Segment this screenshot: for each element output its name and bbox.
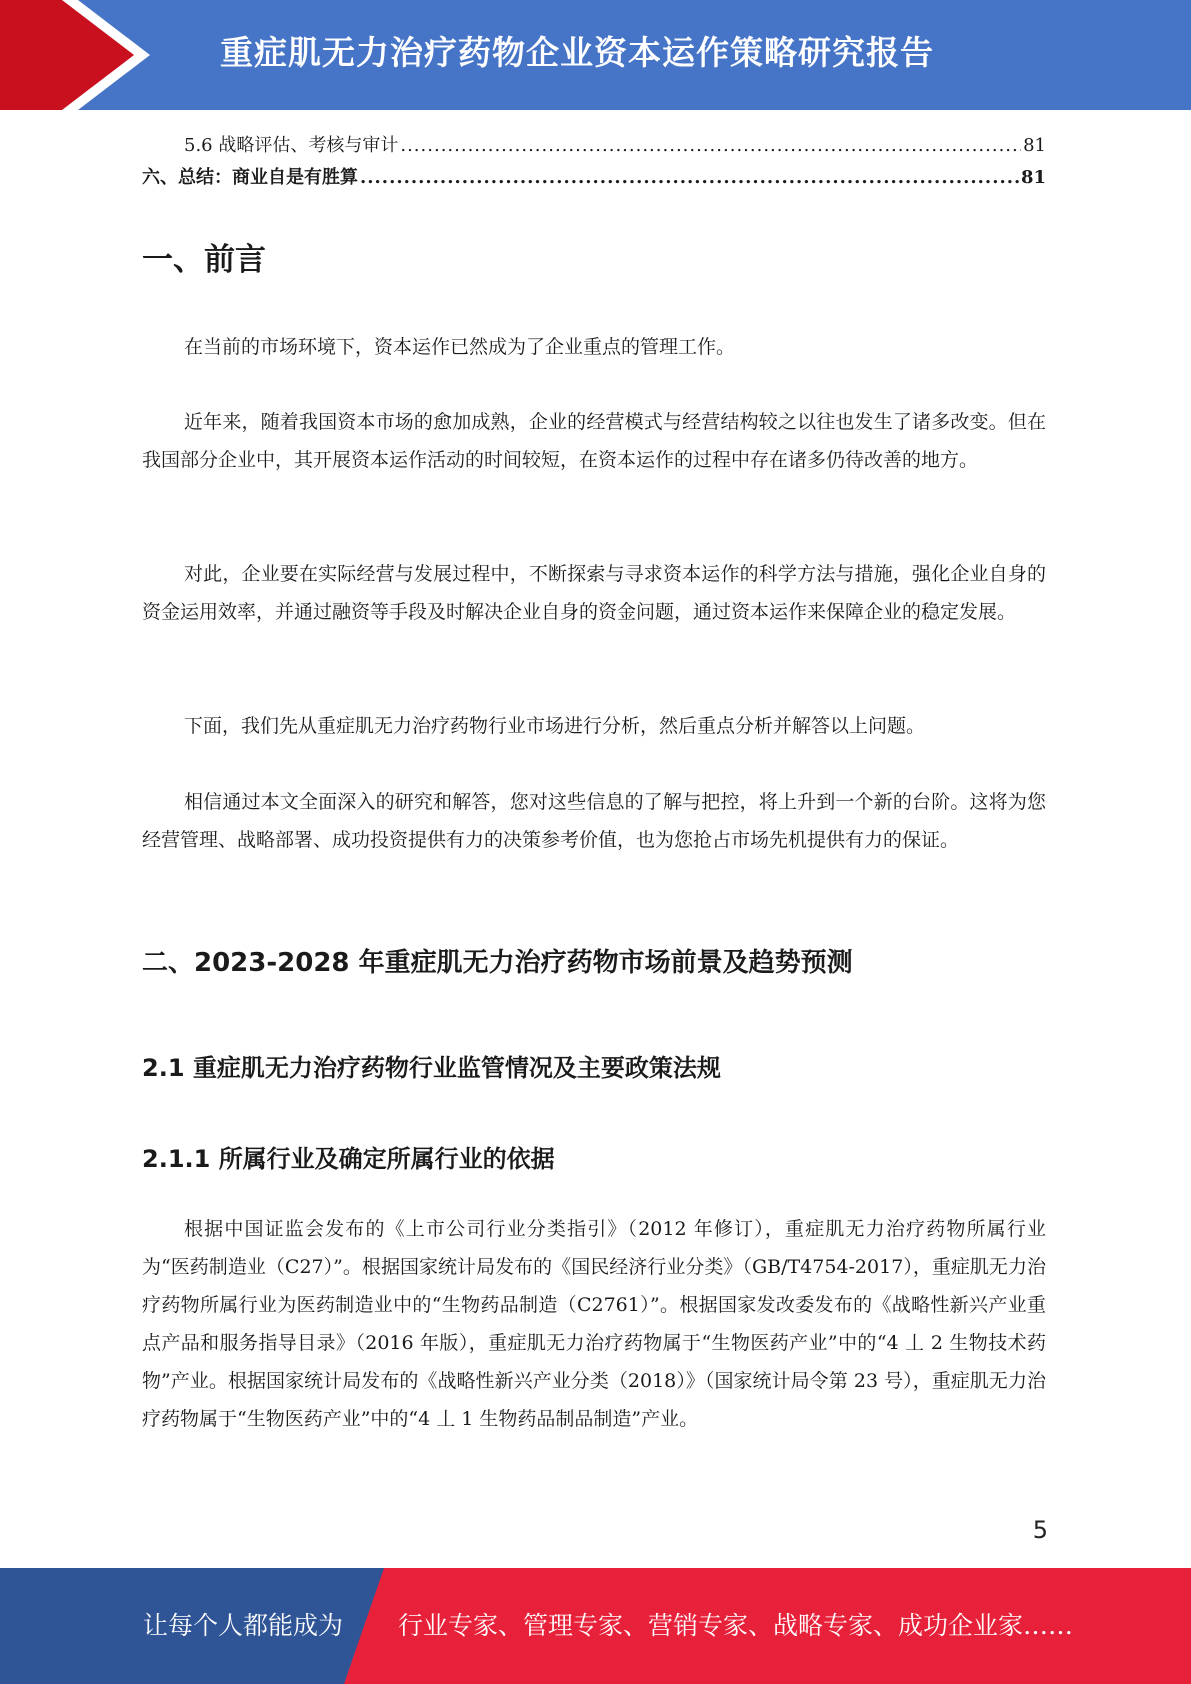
preface-paragraph-2: 近年来，随着我国资本市场的愈加成熟，企业的经营模式与经营结构较之以往也发生了诸多改变。但在我国部分企业中，其开展资本运作活动的时间较短，在资本运作的过程中存在诸多仍待改善的地方。	[142, 411, 1046, 471]
chapter-2-heading: 二、2023-2028 年重症肌无力治疗药物市场前景及趋势预测	[142, 948, 853, 978]
toc-entry[interactable]	[142, 162, 1046, 194]
toc-entry-page: 81	[1020, 167, 1046, 188]
table-of-contents	[142, 130, 1046, 194]
header-red-arrow-icon	[0, 0, 150, 110]
section-2-1-1-paragraph: 根据中国证监会发布的《上市公司行业分类指引》（2012 年修订），重症肌无力治疗药物所属行业为“医药制造业（C27）”。根据国家统计局发布的《国民经济行业分类》（GB/T4754-2017），重症肌无力治疗药物所属行业为医药制造业中的“生物药品制造（C2761）”。根据国家发改委发布的《战略性新兴产业重点产品和服务指导目录》（2016 年版），重症肌无力治疗药物属于“生物医药产业”中的“4 丄 2 生物技术药物”产业。根据国家统计局发布的《战略性新兴产业分类（2018）》（国家统计局令第 23 号），重症肌无力治疗药物属于“生物医药产业”中的“4 丄 1 生物药品制品制造”产业。	[142, 1218, 1046, 1430]
preface-paragraph-1: 在当前的市场环境下，资本运作已然成为了企业重点的管理工作。	[184, 336, 736, 358]
footer-slogan-left: 让每个人都能成为	[143, 1611, 344, 1640]
section-2-1-heading: 2.1 重症肌无力治疗药物行业监管情况及主要政策法规	[142, 1054, 721, 1082]
preface-paragraph-4: 下面，我们先从重症肌无力治疗药物行业市场进行分析，然后重点分析并解答以上问题。	[184, 715, 926, 737]
page-header	[0, 0, 1191, 110]
footer-slogan-right: 行业专家、管理专家、营销专家、战略专家、成功企业家……	[398, 1611, 1074, 1640]
toc-entry-page: 81	[1023, 135, 1046, 156]
page-number: 5	[1032, 1516, 1048, 1544]
page-footer	[0, 1568, 1191, 1684]
header-title: 重症肌无力治疗药物企业资本运作策略研究报告	[220, 33, 934, 72]
preface-paragraph-5: 相信通过本文全面深入的研究和解答，您对这些信息的了解与把控，将上升到一个新的台阶。这将为您经营管理、战略部署、成功投资提供有力的决策参考价值，也为您抢占市场先机提供有力的保证。	[142, 791, 1046, 851]
toc-leader-dots	[400, 130, 1021, 162]
preface-heading: 一、前言	[142, 242, 266, 278]
toc-entry-label: 5.6 战略评估、考核与审计	[184, 135, 399, 156]
toc-entry-label: 六、总结：商业自是有胜算	[142, 167, 358, 188]
preface-paragraph-3: 对此，企业要在实际经营与发展过程中，不断探索与寻求资本运作的科学方法与措施，强化企业自身的资金运用效率，并通过融资等手段及时解决企业自身的资金问题，通过资本运作来保障企业的稳定发展。	[142, 563, 1046, 623]
toc-leader-dots	[360, 162, 1019, 194]
section-2-1-1-heading: 2.1.1 所属行业及确定所属行业的依据	[142, 1145, 555, 1173]
toc-entry[interactable]	[142, 130, 1046, 162]
